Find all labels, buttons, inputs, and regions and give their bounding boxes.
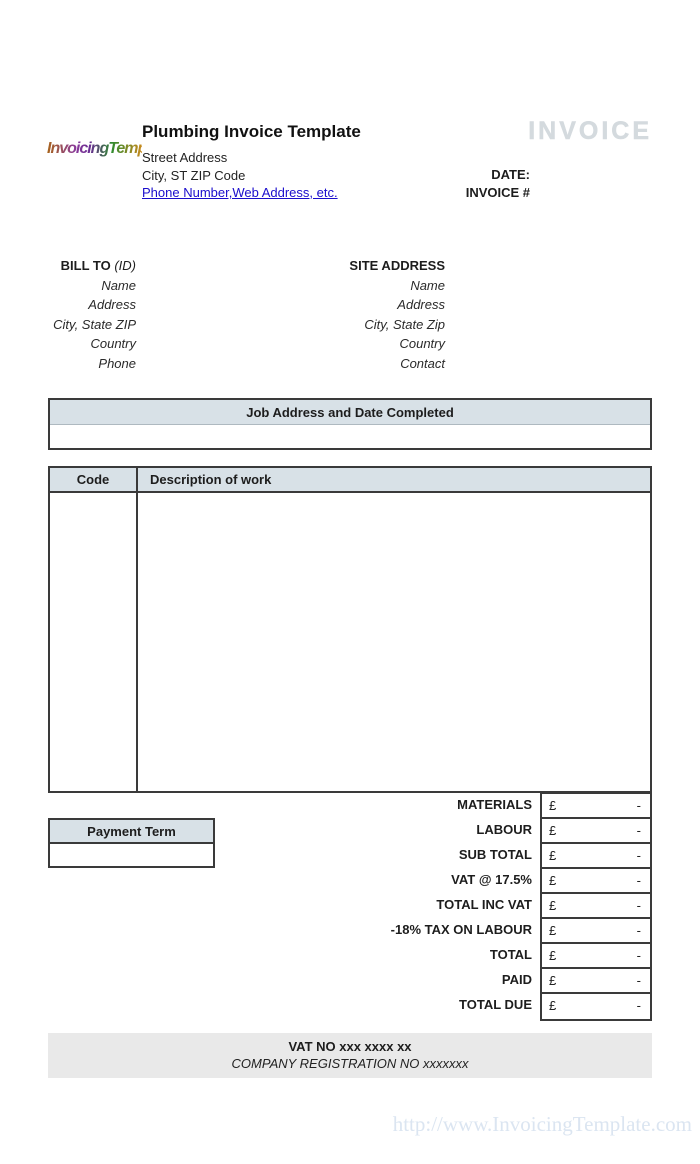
footer-registration-bar — [48, 1033, 652, 1078]
company-street-address: Street Address — [142, 150, 228, 165]
bill-to-city: City, State ZIP — [53, 316, 136, 332]
tax-on-labour-label: -18% TAX ON LABOUR — [390, 922, 532, 937]
paid-amount-cell[interactable] — [542, 969, 650, 994]
tax-on-labour-amount-cell[interactable] — [542, 919, 650, 944]
job-address-box — [48, 398, 652, 450]
currency-symbol: £ — [549, 848, 557, 863]
bill-to-name: Name — [101, 277, 136, 293]
payment-term-value-field[interactable] — [50, 844, 213, 866]
site-city: City, State Zip — [364, 316, 445, 332]
site-country: Country — [399, 336, 445, 352]
total-value: - — [636, 948, 641, 963]
currency-symbol: £ — [549, 898, 557, 913]
total-amount-cell[interactable] — [542, 944, 650, 969]
date-label: DATE: — [491, 167, 530, 182]
payment-term-header: Payment Term — [50, 820, 213, 844]
bill-to-phone: Phone — [98, 355, 136, 371]
site-name: Name — [410, 277, 445, 293]
company-contact-link[interactable]: Phone Number,Web Address, etc. — [142, 185, 338, 200]
site-contact: Contact — [400, 355, 445, 371]
total-due-amount-cell[interactable] — [542, 994, 650, 1019]
total-due-label: TOTAL DUE — [459, 997, 532, 1012]
site-address-block — [275, 256, 445, 374]
totals-amount-column — [540, 792, 652, 1021]
work-table — [48, 466, 652, 793]
bill-to-block — [20, 256, 136, 374]
payment-term-box — [48, 818, 215, 868]
materials-value: - — [636, 798, 641, 813]
invoicing-templates-logo: InvoicingTemplates — [47, 140, 178, 157]
currency-symbol: £ — [549, 873, 557, 888]
currency-symbol: £ — [549, 798, 557, 813]
job-address-header: Job Address and Date Completed — [50, 400, 650, 425]
labour-label: LABOUR — [476, 822, 532, 837]
code-column-cell[interactable] — [50, 493, 138, 791]
work-table-header-row — [50, 468, 650, 493]
total-due-value: - — [636, 998, 641, 1013]
vat-amount-cell[interactable] — [542, 869, 650, 894]
labour-amount-cell[interactable] — [542, 819, 650, 844]
work-table-body — [50, 493, 650, 791]
total-label: TOTAL — [489, 947, 532, 962]
currency-symbol: £ — [549, 998, 557, 1013]
bill-to-id-label: (ID) — [114, 258, 136, 273]
currency-symbol: £ — [549, 973, 557, 988]
paid-label: PAID — [501, 972, 532, 987]
bill-to-label: BILL TO — [60, 258, 111, 273]
page-title: Plumbing Invoice Template — [142, 122, 361, 141]
company-address-block — [142, 149, 338, 202]
subtotal-amount-cell[interactable] — [542, 844, 650, 869]
currency-symbol: £ — [549, 823, 557, 838]
company-city-line: City, ST ZIP Code — [142, 167, 246, 183]
vat-number-line: VAT NO xxx xxxx xx — [288, 1039, 412, 1054]
labour-value: - — [636, 823, 641, 838]
total-inc-vat-amount-cell[interactable] — [542, 894, 650, 919]
currency-symbol: £ — [549, 923, 557, 938]
invoice-number-label: INVOICE # — [465, 184, 530, 200]
currency-symbol: £ — [549, 948, 557, 963]
totals-labels-column — [200, 792, 532, 1017]
subtotal-value: - — [636, 848, 641, 863]
site-url-watermark: http://www.InvoicingTemplate.com — [392, 1112, 692, 1136]
total-inc-vat-label: TOTAL INC VAT — [436, 897, 532, 912]
vat-value: - — [636, 873, 641, 888]
description-column-header: Description of work — [150, 472, 272, 487]
total-inc-vat-value: - — [636, 898, 641, 913]
site-address-label: SITE ADDRESS — [349, 258, 445, 273]
materials-amount-cell[interactable] — [542, 794, 650, 819]
bill-to-country: Country — [90, 336, 136, 352]
invoice-meta-labels — [350, 166, 530, 201]
company-registration-line: COMPANY REGISTRATION NO xxxxxxx — [231, 1056, 469, 1071]
subtotal-label: SUB TOTAL — [458, 847, 532, 862]
code-column-header: Code — [50, 468, 138, 491]
invoice-watermark-word: INVOICE — [528, 117, 652, 145]
description-column-cell[interactable] — [138, 493, 650, 791]
vat-label: VAT @ 17.5% — [451, 872, 532, 887]
tax-on-labour-value: - — [636, 923, 641, 938]
materials-label: MATERIALS — [457, 797, 532, 812]
paid-value: - — [636, 973, 641, 988]
bill-to-address: Address — [88, 297, 136, 313]
site-address: Address — [397, 297, 445, 313]
job-address-value-field[interactable] — [50, 425, 650, 450]
